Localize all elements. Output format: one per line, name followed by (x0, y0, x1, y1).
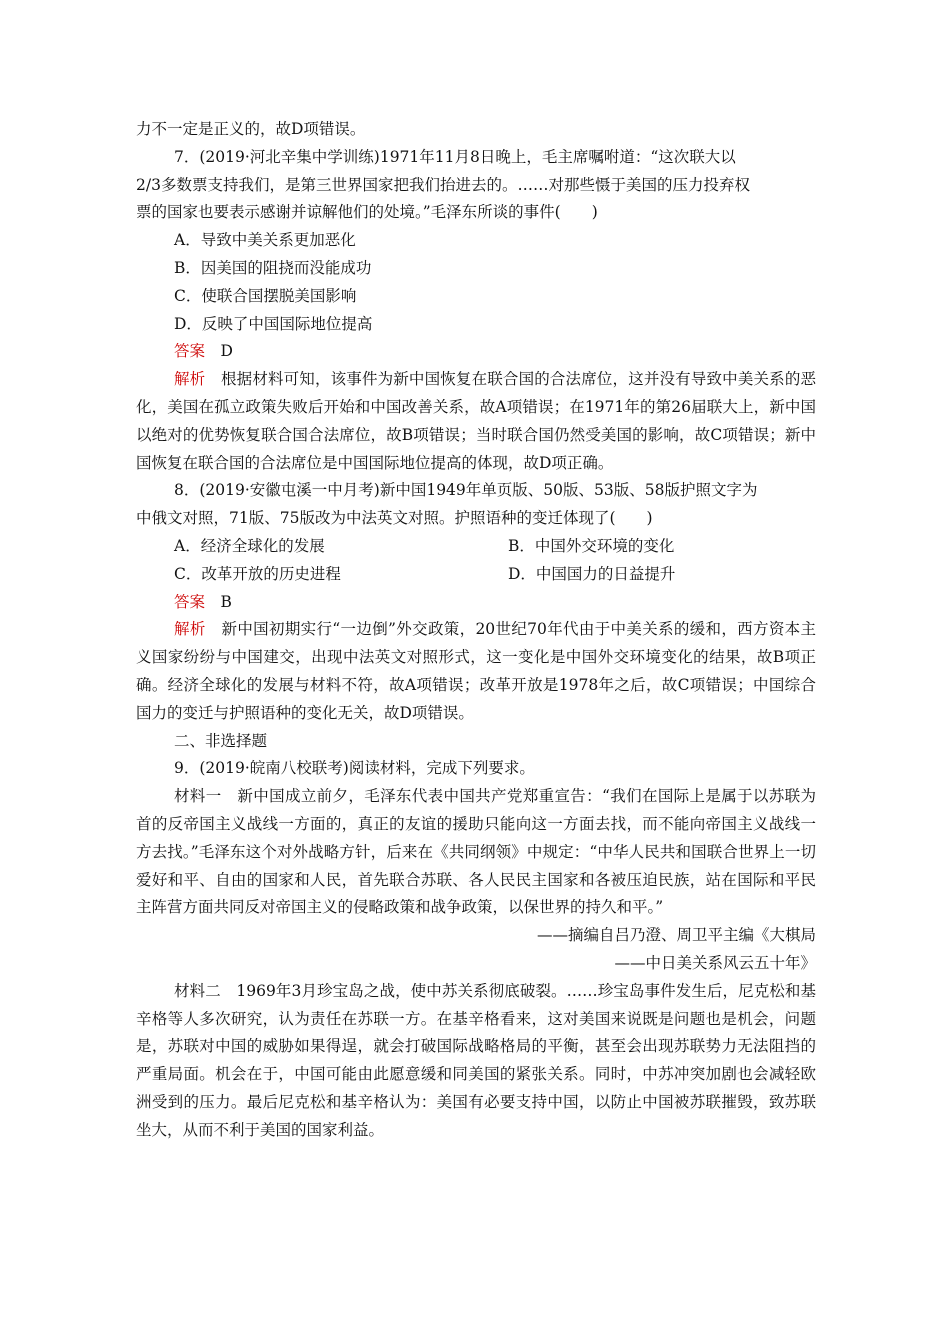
question-8-stem-line-2: 中俄文对照，71版、75版改为中法英文对照。护照语种的变迁体现了( ) (136, 509, 653, 528)
question-8-options-row-2 (136, 561, 816, 589)
continued-text: 力不一定是正义的，故D项错误。 (136, 120, 366, 138)
section-title: 二、非选择题 (174, 731, 268, 750)
question-8-option-a: A．经济全球化的发展 (174, 536, 325, 555)
material-1-source-line-1: ——摘编自吕乃澄、周卫平主编《大棋局 (536, 926, 816, 945)
question-7-option-d: D．反映了中国国际地位提高 (174, 314, 373, 333)
answer-value: B (205, 592, 232, 611)
analysis-text: 新中国初期实行“一边倒”外交政策，20世纪70年代由于中美关系的缓和，西方资本主义国家纷纷与中国建交，出现中法英文对照形式，这一变化是中国外交环境变化的结果，故B项正确。经济全球化的发展与材料不符，故A项错误；改革开放是1978年之后，故C项错误；中国综合国力的变迁与护照语种的变化无关，故D项错误。 (136, 620, 816, 722)
question-8-stem-line-1: 8．(2019·安徽屯溪一中月考)新中国1949年单页版、50版、53版、58版护照文字为 (174, 481, 758, 500)
question-7-option-a: A．导致中美关系更加恶化 (174, 231, 356, 250)
answer-label: 答案 (174, 592, 206, 611)
question-7-answer (136, 338, 816, 366)
question-7-stem-line-1: 7．(2019·河北辛集中学训练)1971年11月8日晚上，毛主席嘱咐道：“这次联大以 (174, 147, 736, 166)
answer-value: D (205, 342, 233, 361)
question-8-option-b: B．中国外交环境的变化 (508, 536, 675, 555)
analysis-label: 解析 (174, 370, 206, 389)
question-8-option-c: C．改革开放的历史进程 (174, 564, 341, 583)
analysis-label: 解析 (174, 620, 206, 639)
question-7 (136, 144, 816, 478)
question-7-stem-line-3: 票的国家也要表示感谢并谅解他们的处境。”毛泽东所谈的事件( ) (136, 203, 598, 222)
question-8-options-row-1 (136, 533, 816, 561)
question-8-analysis (136, 616, 816, 727)
question-9-stem: 9．(2019·皖南八校联考)阅读材料，完成下列要求。 (174, 759, 535, 778)
question-7-analysis (136, 366, 816, 477)
material-1: 材料一 新中国成立前夕，毛泽东代表中国共产党郑重宣告：“我们在国际上是属于以苏联为首的反帝国主义战线一方面的，真正的友谊的援助只能向这一方面去找，而不能向帝国主义战线一方去找。”毛泽东这个对外战略方针，后来在《共同纲领》中规定：“中华人民共和国联合世界上一切爱好和平、自由的国家和人民，首先联合苏联、各人民民主国家和各被压迫民族，站在国际和平民主阵营方面共同反对帝国主义的侵略政策和战争政策，以保世界的持久和平。” (136, 787, 816, 917)
question-7-option-c: C．使联合国摆脱美国影响 (174, 286, 357, 305)
question-8-option-d: D．中国国力的日益提升 (508, 564, 676, 583)
question-8 (136, 477, 816, 727)
question-7-stem-line-2: 2/3多数票支持我们，是第三世界国家把我们抬进去的。……对那些慑于美国的压力投弃权 (136, 175, 750, 194)
material-1-source-line-2: ——中日美关系风云五十年》 (614, 953, 816, 972)
material-2: 材料二 1969年3月珍宝岛之战，使中苏关系彻底破裂。……珍宝岛事件发生后，尼克松和基辛格等人多次研究，认为责任在苏联一方。在基辛格看来，这对美国来说既是问题也是机会，问题是，苏联对中国的威胁如果得逞，就会打破国际战略格局的平衡，甚至会出现苏联势力无法阻挡的严重局面。机会在于，中国可能由此愿意缓和同美国的紧张关系。同时，中苏冲突加剧也会减轻欧洲受到的压力。最后尼克松和基辛格认为：美国有必要支持中国，以防止中国被苏联摧毁，致苏联坐大，从而不利于美国的国家利益。 (136, 981, 816, 1139)
question-7-option-b: B．因美国的阻挠而没能成功 (174, 258, 372, 277)
answer-label: 答案 (174, 342, 206, 361)
question-9 (136, 755, 816, 1144)
analysis-text: 根据材料可知，该事件为新中国恢复在联合国的合法席位，这并没有导致中美关系的恶化，美国在孤立政策失败后开始和中国改善关系，故A项错误；在1971年的第26届联大上，新中国以绝对的优势恢复联合国合法席位，故B项错误；当时联合国仍然受美国的影响，故C项错误；新中国恢复在联合国的合法席位是中国国际地位提高的体现，故D项正确。 (136, 370, 816, 472)
document-page (136, 116, 816, 1144)
question-8-answer (136, 589, 816, 617)
